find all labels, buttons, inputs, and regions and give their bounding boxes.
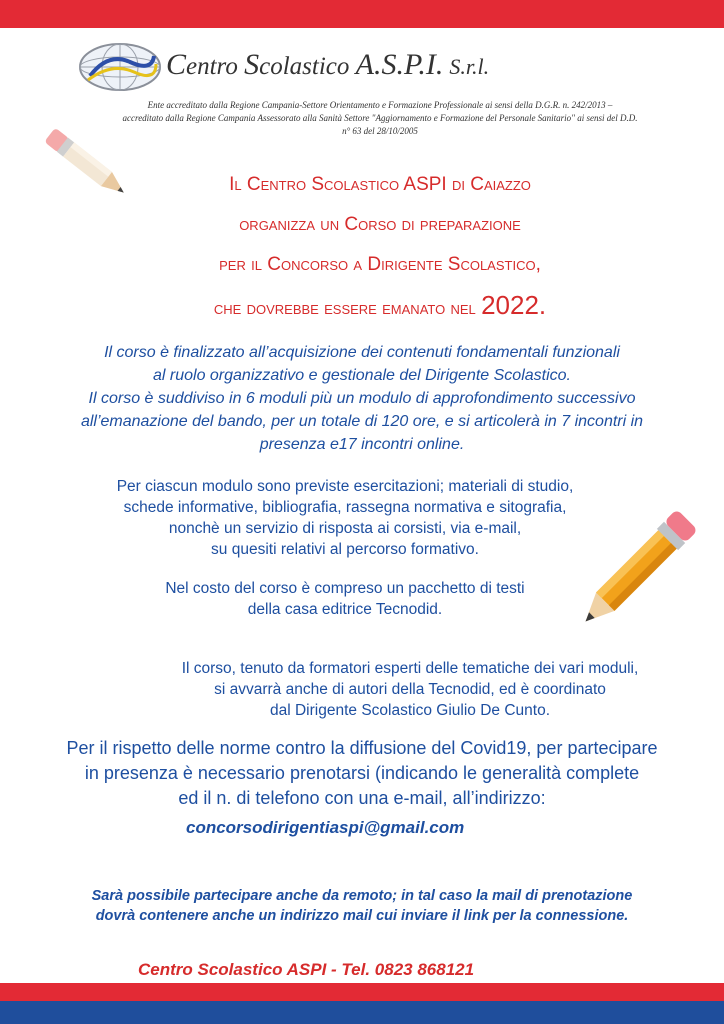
accreditation-text: Ente accreditato dalla Regione Campania-Settore Orientamento e Formazione Professionale ai sensi della D.G.R. n. 242/2013 – accreditato dalla Regione Campania Assessorato alla Sanità Settore "Aggiornamento e Formazione del Personale Sanitario" ai sensi del D.D. n° 63 del 28/10/2005 [122, 100, 638, 136]
headline-line-1: Il Centro Scolastico ASPI di Caiazzo [229, 174, 531, 195]
brand-name: Centro Scolastico A.S.P.I. S.r.l. [166, 48, 490, 81]
covid-paragraph: Per il rispetto delle norme contro la diffusione del Covid19, per partecipare in presenza è necessario prenotarsi (indicando le generalità complete ed il n. di telefono con una e-mail, all’indirizzo: [66, 738, 658, 808]
bottom-blue-bar [0, 1001, 724, 1024]
headline-line-4: che dovrebbe essere emanato nel 2022. [213, 290, 547, 320]
bottom-red-bar [0, 983, 724, 1001]
headline-line-2: organizza un Corso di preparazione [239, 214, 521, 235]
pencil-icon [555, 497, 715, 647]
materials-paragraph: Per ciascun modulo sono previste esercitazioni; materiali di studio, schede informative, bibliografia, rassegna normativa e sitografia, nonchè un servizio di risposta ai corsisti, via e-mail, su quesiti relativi al percorso formativo. [116, 478, 574, 558]
email-link[interactable]: concorsodirigentiaspi@gmail.com [186, 818, 465, 837]
remote-paragraph: Sarà possibile partecipare anche da remoto; in tal caso la mail di prenotazione dovrà contenere anche un indirizzo mail cui inviare il link per la connessione. [91, 888, 633, 924]
intro-paragraph: Il corso è finalizzato all’acquisizione dei contenuti fondamentali funzionali al ruolo organizzativo e gestionale del Dirigente Scolastico. Il corso è suddiviso in 6 moduli più un modulo di approfondimento successivo all’emanazione del bando, per un totale di 120 ore, e si articolerà in 7 incontri in presenza e17 incontri online. [80, 344, 644, 453]
headline-line-3: per il Concorso a Dirigente Scolastico, [219, 254, 541, 275]
top-red-bar [0, 0, 724, 28]
contact-line: Centro Scolastico ASPI - Tel. 0823 868121 [138, 960, 475, 979]
aspi-logo-icon [78, 42, 162, 92]
trainers-paragraph: Il corso, tenuto da formatori esperti delle tematiche dei vari moduli, si avvarrà anche di autori della Tecnodid, ed è coordinato dal Dirigente Scolastico Giulio De Cunto. [181, 660, 639, 719]
headline [90, 165, 670, 329]
package-paragraph: Nel costo del corso è compreso un pacchetto di testi della casa editrice Tecnodid. [165, 580, 525, 618]
